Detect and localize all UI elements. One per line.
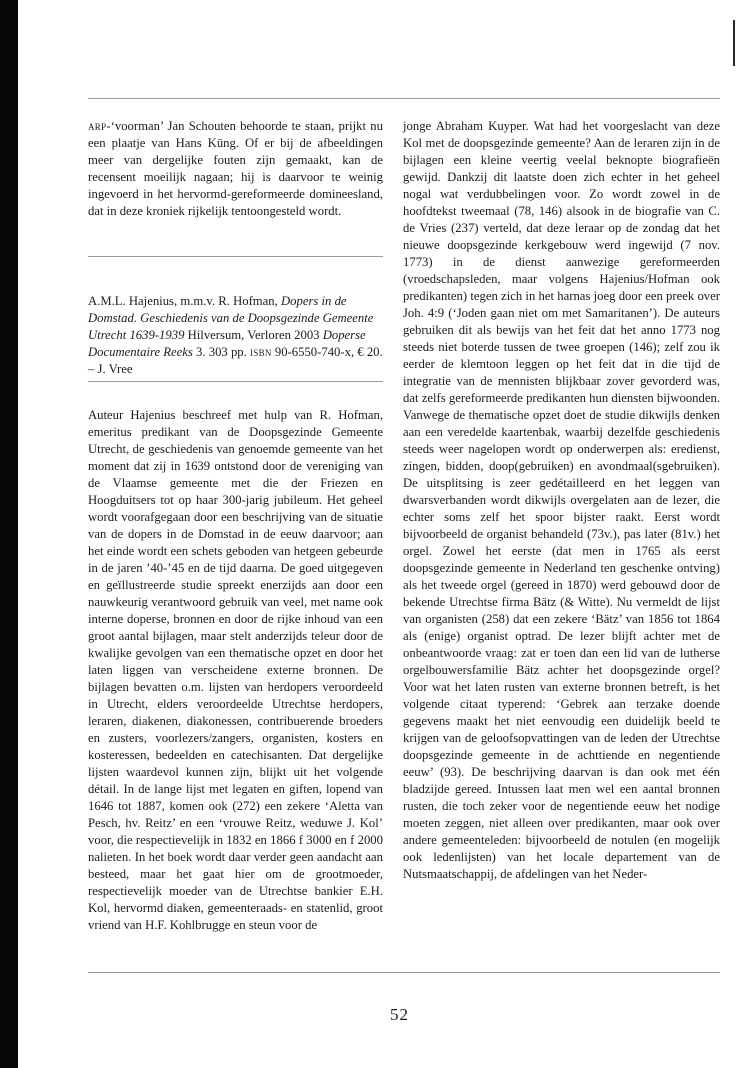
arp-abbreviation: arp: [88, 119, 107, 133]
left-column: [88, 118, 383, 220]
review-body-left: [88, 407, 383, 934]
book-authors: A.M.L. Hajenius, m.m.v. R. Hofman,: [88, 294, 281, 308]
book-publisher: Hilversum, Verloren 2003: [184, 328, 323, 342]
header-rule: [88, 98, 720, 99]
book-series-number: 3. 303 pp.: [192, 345, 250, 359]
book-citation: [88, 293, 383, 378]
isbn-label: isbn: [249, 345, 272, 359]
review-continuation: jonge Abraham Kuyper. Wat had het voorgeslacht van deze Kol met de doopsgezinde gemeente? Aan de leraren zijn in de bijlagen een kleine veertig veelal beknopte biografieën gewijd. Dankzij dit laatste doen zich echter in het geheel nogal wat verdubbelingen voor. Zo wordt zowel in de hoofdtekst tweemaal (78, 146) alsook in de biografie van C. de Vries (237) verteld, dat deze leraar op de zondag dat het nieuwe doopsgezinde kerkgebouw werd ingewijd (7 nov. 1773) in de dienst aanwezige gereformeerden (vroedschapsleden, maar volgens Hajenius/Hofman ook predikanten) tegen zich in het harnas joeg door een preek over Joh. 4:9 (‘Joden gaan niet om met Samaritanen’). De auteurs gebruiken dit als bewijs van het feit dat het anno 1773 nog steeds niet boterde tussen de twee groepen (146); zelf zou ik eerder de klemtoon leggen op het feit dat in die tijd de integratie van de mennisten blijkbaar zover gevorderd was, dat zelfs gereformeerde predikanten hun diensten bijwoonden. Vanwege de thematische opzet doet de studie dikwijls denken aan een veredelde kaartenbak, waarbij dezelfde geschiedenis steeds weer nagelopen wordt op onderwerpen als: eredienst, zingen, bidden, doop(gebruiken) en avondmaal(sgebruiken). De uitsplitsing is zeer gedétailleerd en het leggen van dwarsverbanden wordt dikwijls overgelaten aan de lezer, die echter soms zelf het spoor bijster raakt. Eerst wordt bijvoorbeeld de organist behandeld (73v.), pas later (81v.) het orgel. Zowel het eerste (dat men in 1765 als eerst doopsgezinde gemeente in Nederland ten geschenke ontving) als het tweede orgel (gereed in 1870) werd gebouwd door de bekende Utrechtse firma Bätz (& Witte). Nu vermeldt de lijst van organisten (258) dat een zekere ‘Bätz’ van 1856 tot 1864 als (enige) organist optrad. De lezer blijft achter met de onbeantwoorde vraag: zat er toen dan een lid van de lutherse orgelbouwersfamilie Bätz achter het doopsgezinde orgel? Voor wat het laten rusten van externe bronnen betreft, is het volgende citaat typerend: ‘Gebrek aan terzake doende gegevens maakt het niet eenvoudig een duidelijk beeld te krijgen van de geloofsopvattingen van de leden der Utrechtse doopsgezinde gemeente in de achttiende en negentiende eeuw’ (93). De beschrijving daarvan is dan ook met één bladzijde gereed. Intussen laat men wel een aantal bronnen rusten, die toch zeker voor de negentiende eeuw het nodige moeten zeggen, niet alleen over predikanten, maar ook over andere gemeenteleden: bijvoorbeeld de notulen (en mogelijk ook ledenlijsten) van het locale departement van de Nutsmaatschappij, de afdelingen van het Neder-: [403, 119, 720, 881]
book-title: Dopers in de Domstad. Geschiedenis van de Doopsgezinde Gemeente Utrecht 1639-1939: [88, 294, 374, 342]
review-paragraph: Auteur Hajenius beschreef met hulp van R. Hofman, emeritus predikant van de Doopsgezinde Gemeente Utrecht, de geschiedenis van genoemde gemeente van het moment dat zij in 1639 ontstond door de vereniging van de Vlaamse gemeente met die der Friezen en Hoogduitsers tot op haar 300-jarig jubileum. Het geheel wordt voorafgegaan door een beschrijving van de situatie van de dopers in de Domstad in de eeuw daarvoor; aan het einde wordt een schets geboden van hetgeen gebeurde in de jaren ’40-’45 en de tijd daarna. De goed uitgegeven en geïllustreerde studie spreekt enerzijds aan door een nauwkeurig verantwoord gebruik van veel, met name ook interne doperse, bronnen en door de rijke inhoud van een groot aantal bijlagen, maar stelt anderzijds teleur door de kwalijke gevolgen van een thematische opzet en door het laten liggen van verscheidene externe bronnen. De bijlagen bevatten o.m. lijsten van herdopers veroordeeld in Utrecht, elders veroordeelde Utrechtse herdopers, leraren, diakenen, diakonessen, contribuerende broeders en zusters, voorlezers/zangers, organisten, kosters en kosteressen, bedeelden en catechisanten. Dat dergelijke lijsten waardevol kunnen zijn, blijkt uit het volgende détail. In de lange lijst met legaten en giften, lopend van 1646 tot 1887, komen ook (272) een zekere ‘Aletta van Pesch, hv. Reitz’ en een ‘vrouwe Reitz, weduwe J. Kol’ voor, die respectievelijk in 1832 en 1866 f 3000 en f 2000 nalieten. In het boek wordt daar verder geen aandacht aan besteed, maar het gaat hier om de grootmoeder, respectievelijk moeder van de Utrechtse bankier E.H. Kol, hervormd diaken, gemeenteraads- en statenlid, groot vriend van H.F. Kohlbrugge en steun voor de: [88, 408, 383, 932]
right-column: [403, 118, 720, 883]
reviewer-name: – J. Vree: [88, 362, 133, 376]
continued-paragraph: [88, 118, 383, 220]
scan-edge-bar: [0, 0, 18, 1068]
section-rule-top: [88, 256, 383, 257]
book-series: Doperse Documentaire Reeks: [88, 328, 366, 359]
isbn-value: 90-6550-740-x, € 20.: [271, 345, 383, 359]
section-rule-bottom: [88, 381, 383, 382]
scan-edge-mark: [733, 20, 735, 66]
footer-rule: [88, 972, 720, 973]
page-number: 52: [390, 1005, 409, 1024]
book-entry: [88, 293, 383, 378]
continued-paragraph-text: -‘voorman’ Jan Schouten behoorde te staan, prijkt nu een plaatje van Hans Küng. Of er bij de afbeeldingen meer van dergelijke fouten zijn gemaakt, kan de recensent moeilijk nagaan; hij is daarvoor te weinig ingevoerd in het hervormd-gereformeerde domineesland, dat in deze kroniek rijkelijk tentoongesteld wordt.: [88, 119, 383, 218]
